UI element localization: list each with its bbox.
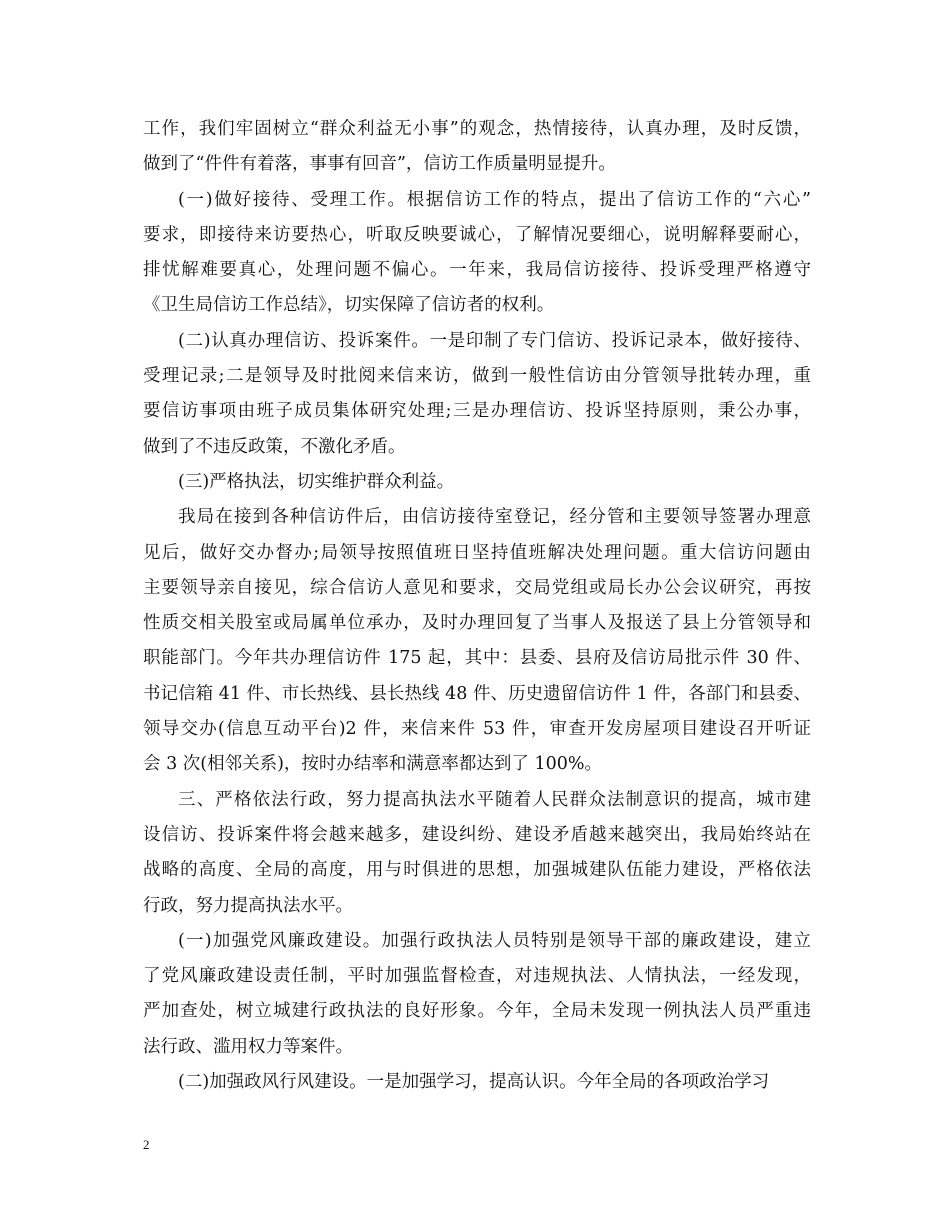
text-line: 我局在接到各种信访件后，由信访接待室登记，经分管和主要领导签署办理意	[178, 507, 811, 528]
text-line: 性质交相关股室或局属单位承办，及时办理回复了当事人及报送了县上分管领导和	[143, 613, 811, 634]
text-line: 受理记录;二是领导及时批阅来信来访，做到一般性信访由分管领导批转办理，重	[143, 366, 811, 387]
text-line: (二)认真办理信访、投诉案件。一是印制了专门信访、投诉记录本，做好接待、	[178, 330, 811, 351]
text-line: 行政，努力提高执法水平。	[143, 895, 353, 916]
text-line: 会 3 次(相邻关系)，按时办结率和满意率都达到了 100%。	[143, 754, 603, 775]
text-line: 三、严格依法行政，努力提高执法水平随着人民群众法制意识的提高，城市建	[178, 789, 811, 810]
text-line: 书记信箱 41 件、市长热线、县长热线 48 件、历史遗留信访件 1 件，各部门和县委、	[143, 683, 811, 704]
text-line: (一)做好接待、受理工作。根据信访工作的特点，提出了信访工作的“六心”	[178, 189, 811, 210]
text-line: 法行政、滥用权力等案件。	[143, 1036, 353, 1057]
page-number: 2	[143, 1137, 150, 1152]
text-line: (二)加强政风行风建设。一是加强学习，提高认识。今年全局的各项政治学习	[178, 1072, 770, 1093]
text-line: 要信访事项由班子成员集体研究处理;三是办理信访、投诉坚持原则，秉公办事，	[143, 401, 811, 422]
text-line: 见后，做好交办督办;局领导按照值班日坚持值班解决处理问题。重大信访问题由	[143, 542, 811, 563]
text-line: 做到了不违反政策，不激化矛盾。	[143, 436, 406, 457]
text-line: 设信访、投诉案件将会越来越多，建设纠纷、建设矛盾越来越突出，我局始终站在	[143, 824, 811, 845]
text-line: 排忧解难要真心，处理问题不偏心。一年来，我局信访接待、投诉受理严格遵守	[143, 260, 811, 281]
text-line: (三)严格执法，切实维护群众利益。	[178, 471, 455, 492]
text-line: 工作，我们牢固树立“群众利益无小事”的观念，热情接待，认真办理，及时反馈，	[143, 119, 811, 139]
text-line: 领导交办(信息互动平台)2 件，来信来件 53 件，审查开发房屋项目建设召开听证	[143, 719, 811, 740]
text-line: 严加查处，树立城建行政执法的良好形象。今年，全局未发现一例执法人员严重违	[143, 1001, 811, 1022]
text-line: 了党风廉政建设责任制，平时加强监督检查，对违规执法、人情执法，一经发现，	[143, 966, 811, 987]
text-line: 职能部门。今年共办理信访件 175 起，其中：县委、县府及信访局批示件 30 件、	[143, 648, 811, 669]
text-line: 《卫生局信访工作总结》，切实保障了信访者的权利。	[143, 295, 555, 316]
text-line: 主要领导亲自接见，综合信访人意见和要求，交局党组或局长办公会议研究，再按	[143, 577, 811, 598]
text-line: (一)加强党风廉政建设。加强行政执法人员特别是领导干部的廉政建设，建立	[178, 930, 811, 951]
text-line: 做到了“件件有着落，事事有回音”，信访工作质量明显提升。	[143, 154, 616, 175]
text-line: 要求，即接待来访要热心，听取反映要诚心，了解情况要细心，说明解释要耐心，	[143, 224, 811, 245]
document-body	[143, 112, 811, 1100]
text-line: 战略的高度、全局的高度，用与时俱进的思想，加强城建队伍能力建设，严格依法	[143, 860, 811, 881]
